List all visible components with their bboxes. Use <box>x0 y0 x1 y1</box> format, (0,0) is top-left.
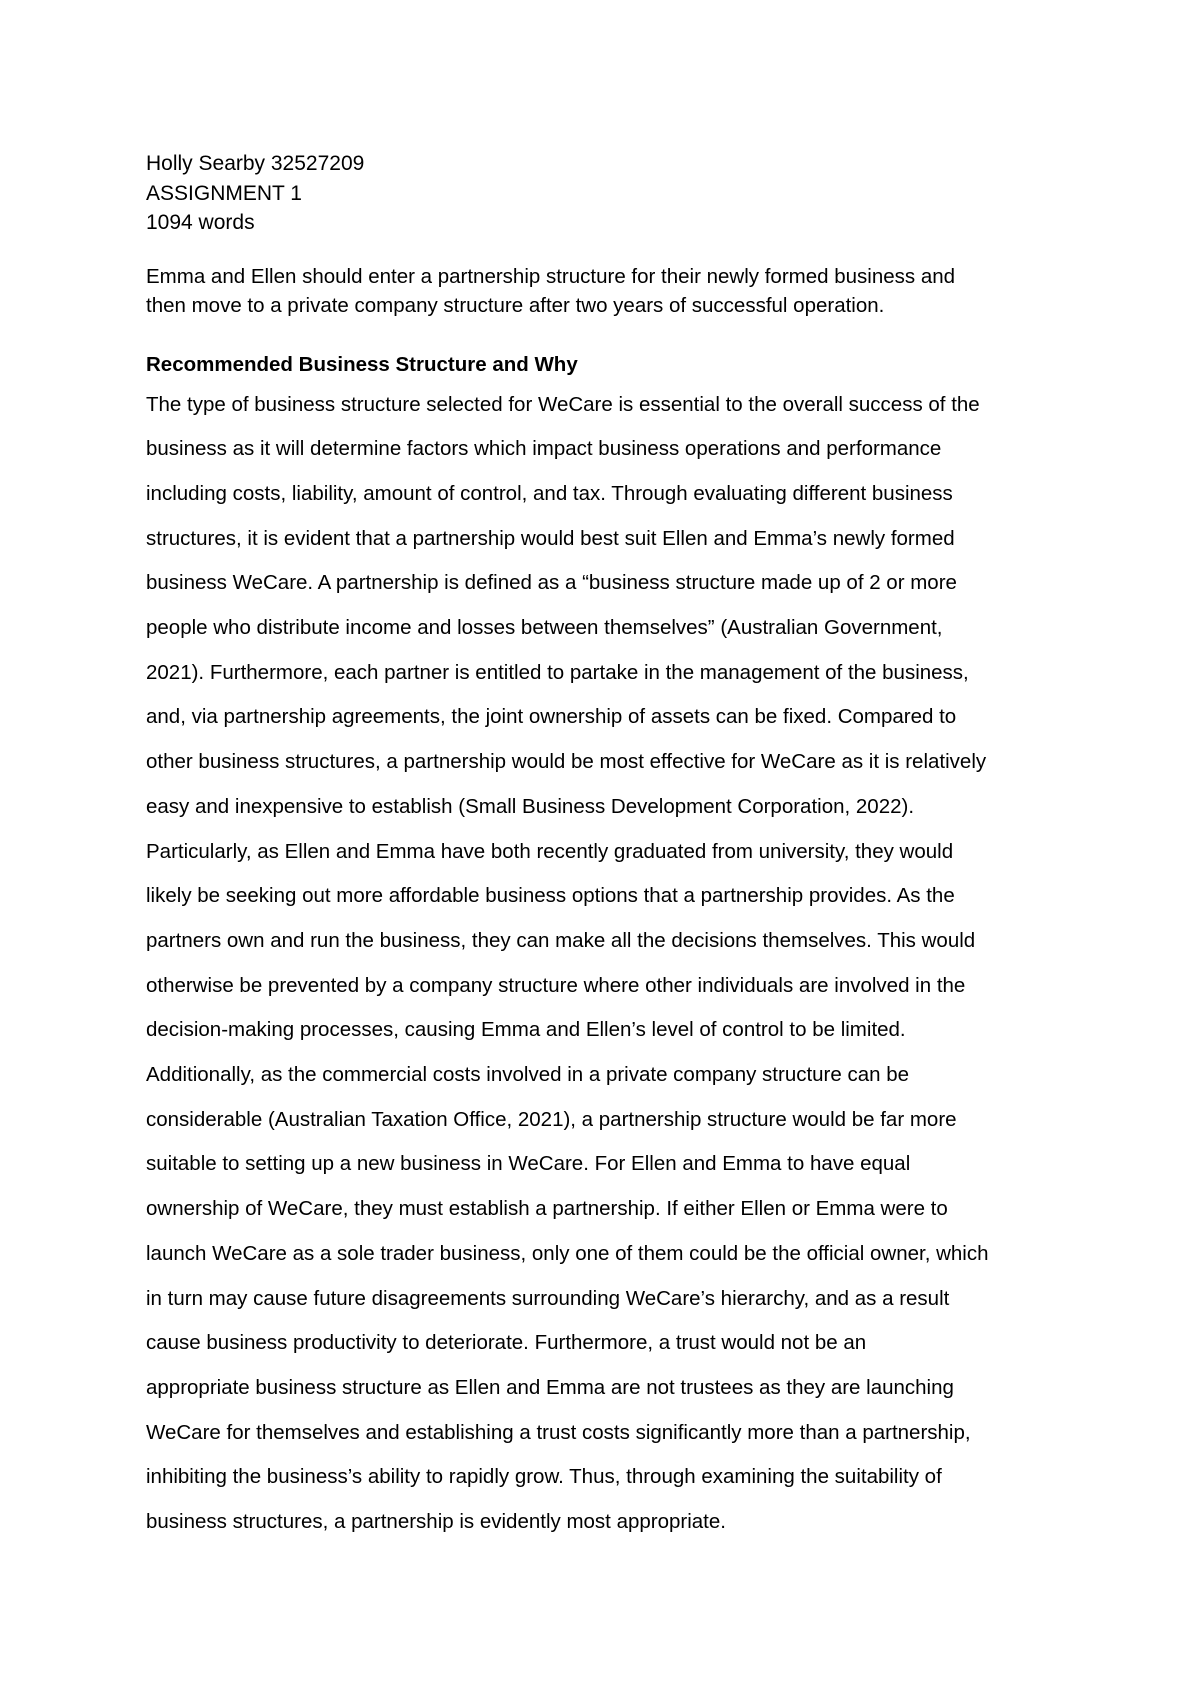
paragraph-line: likely be seeking out more affordable business options that a partnership provides. As the <box>146 884 955 908</box>
paragraph-line: 2021). Furthermore, each partner is entitled to partake in the management of the business, <box>146 660 969 684</box>
section-heading: Recommended Business Structure and Why <box>146 352 578 376</box>
document-header <box>146 149 1066 238</box>
body-paragraph <box>146 383 1066 1545</box>
paragraph-line: WeCare for themselves and establishing a trust costs significantly more than a partnership, <box>146 1420 971 1444</box>
paragraph-line: business as it will determine factors which impact business operations and performance <box>146 437 942 461</box>
paragraph-line: including costs, liability, amount of control, and tax. Through evaluating different business <box>146 481 953 505</box>
paragraph-line: business structures, a partnership is evidently most appropriate. <box>146 1510 726 1534</box>
paragraph-line: partners own and run the business, they can make all the decisions themselves. This would <box>146 928 976 952</box>
paragraph-line: Additionally, as the commercial costs involved in a private company structure can be <box>146 1063 910 1087</box>
author-name-and-id: Holly Searby 32527209 <box>146 152 365 175</box>
paragraph-line: considerable (Australian Taxation Office, 2021), a partnership structure would be far more <box>146 1107 957 1131</box>
paragraph-line: ownership of WeCare, they must establish a partnership. If either Ellen or Emma were to <box>146 1197 948 1221</box>
intro-line: then move to a private company structure after two years of successful operation. <box>146 293 885 317</box>
intro-line: Emma and Ellen should enter a partnership structure for their newly formed business and <box>146 264 956 288</box>
paragraph-line: other business structures, a partnership would be most effective for WeCare as it is relatively <box>146 750 987 774</box>
paragraph-line: decision-making processes, causing Emma and Ellen’s level of control to be limited. <box>146 1018 906 1042</box>
paragraph-line: business WeCare. A partnership is defined as a “business structure made up of 2 or more <box>146 571 957 595</box>
paragraph-line: and, via partnership agreements, the joint ownership of assets can be fixed. Compared to <box>146 705 957 729</box>
paragraph-line: otherwise be prevented by a company structure where other individuals are involved in the <box>146 973 966 997</box>
paragraph-line: structures, it is evident that a partnership would best suit Ellen and Emma’s newly formed <box>146 526 955 550</box>
paragraph-line: suitable to setting up a new business in WeCare. For Ellen and Emma to have equal <box>146 1152 911 1176</box>
paragraph-line: appropriate business structure as Ellen and Emma are not trustees as they are launching <box>146 1375 954 1399</box>
intro-paragraph <box>146 262 1066 320</box>
paragraph-line: inhibiting the business’s ability to rapidly grow. Thus, through examining the suitability of <box>146 1465 942 1489</box>
document-content <box>146 149 1066 1545</box>
paragraph-line: people who distribute income and losses between themselves” (Australian Government, <box>146 616 943 640</box>
paragraph-line: easy and inexpensive to establish (Small Business Development Corporation, 2022). <box>146 794 915 818</box>
paragraph-line: Particularly, as Ellen and Emma have both recently graduated from university, they would <box>146 839 954 863</box>
paragraph-line: cause business productivity to deteriorate. Furthermore, a trust would not be an <box>146 1331 867 1355</box>
assignment-title: ASSIGNMENT 1 <box>146 181 302 205</box>
paragraph-line: launch WeCare as a sole trader business, only one of them could be the official owner, which <box>146 1241 989 1265</box>
paragraph-line: in turn may cause future disagreements surrounding WeCare’s hierarchy, and as a result <box>146 1286 950 1310</box>
paragraph-line: The type of business structure selected for WeCare is essential to the overall success of the <box>146 392 980 416</box>
word-count: 1094 words <box>146 211 255 234</box>
